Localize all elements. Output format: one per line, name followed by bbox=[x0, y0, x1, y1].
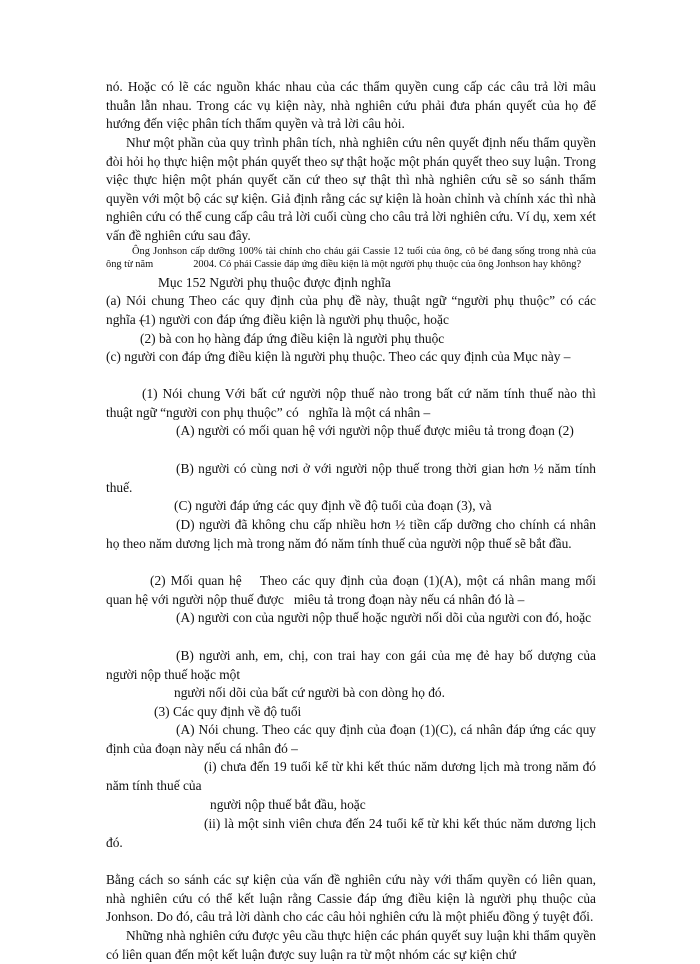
paragraph-analysis: Như một phần của quy trình phân tích, nhà nghiên cứu nên quyết định nếu thẩm quyền đòi hỏi họ thực hiện một phán quyết theo sự thật hoặc một phán quyết theo suy luận. Trong việc thực hiện một phán quyết căn cứ theo sự thật thì nhà nghiên cứu sẽ so sánh thẩm quyền với một bộ các sự kiện. Giả định rằng các sự kiện là hoàn chỉnh và chính xác thì nhà nghiên cứu có thể cung cấp câu trả lời cuối cùng cho câu trả lời nghiên cứu. Ví dụ, xem xét vấn đề nghiên cứu sau đây. bbox=[106, 135, 596, 243]
statute-c: (c) người con đáp ứng điều kiện là người phụ thuộc. Theo các quy định của Mục này – bbox=[106, 349, 571, 364]
statute-c3Ai: (i) chưa đến 19 tuổi kể từ khi kết thúc năm dương lịch mà trong năm đó năm tính thuế của bbox=[106, 759, 596, 793]
paragraph-conclusion: Bằng cách so sánh các sự kiện của vấn đề nghiên cứu này với thẩm quyền có liên quan, nhà nghiên cứu có thể kết luận rằng Cassie đáp ứng điều kiện là người phụ thuộc của Jonhson. Do đó, câu trả lời dành cho các câu hỏi nghiên cứu là một phiếu đồng ý tuyệt đối. bbox=[106, 872, 596, 925]
statute-c2 bbox=[106, 572, 596, 609]
statute-c1D: (D) người đã không chu cấp nhiều hơn ½ tiền cấp dưỡng cho chính cá nhân họ theo năm dương lịch mà trong năm đó năm tính thuế của người nộp thuế sẽ bắt đầu. bbox=[106, 517, 596, 551]
example-text-part2: 2004. Có phải Cassie đáp ứng điều kiện là một người phụ thuộc của ông Jonhson hay không? bbox=[193, 258, 582, 270]
statute-c3Aii: (ii) là một sinh viên chưa đến 24 tuổi kể từ khi kết thúc năm dương lịch đó. bbox=[106, 816, 596, 850]
statute-c1 bbox=[106, 385, 596, 422]
statute-c1A: (A) người có mối quan hệ với người nộp thuế được miêu tả trong đoạn (2) bbox=[176, 423, 574, 438]
statute-c2-title: (2) Mối quan hệ bbox=[150, 573, 242, 588]
statute-c1-text-part2: nghĩa là một cá nhân – bbox=[308, 404, 431, 420]
example-text-part1: Ông Jonhson cấp dưỡng 100% tài chính cho cháu gái Cassie 12 tuổi của ông, cô bé đang sống trong nhà của ông từ năm bbox=[106, 246, 596, 270]
statute-a: (a) Nói chung Theo các quy định của phụ đề này, thuật ngữ “người phụ thuộc” có các nghĩa – bbox=[106, 293, 596, 327]
statute-c3A: (A) Nói chung. Theo các quy định của đoạn (1)(C), cá nhân đáp ứng các quy định của đoạn này nếu cá nhân đó – bbox=[106, 722, 596, 756]
statute-c1-text-part1: (1) Nói chung Với bất cứ người nộp thuế nào trong bất cứ năm tính thuế nào thì thuật ngữ “người con phụ thuộc” có bbox=[106, 386, 596, 420]
statute-c3Ai-continued: người nộp thuế bắt đầu, hoặc bbox=[210, 797, 366, 812]
statute-c1B: (B) người có cùng nơi ở với người nộp thuế trong thời gian hơn ½ năm tính thuế. bbox=[106, 461, 596, 495]
example-problem bbox=[106, 246, 596, 271]
statute-c2-text-part1: Theo các quy định của đoạn (1)(A), một cá nhân mang mối quan hệ với người nộp thuế được bbox=[106, 573, 596, 607]
statute-a1: (1) người con đáp ứng điều kiện là người phụ thuộc, hoặc bbox=[140, 312, 449, 327]
paragraph-intro: nó. Hoặc có lẽ các nguồn khác nhau của các thẩm quyền cung cấp các câu trả lời mâu thuẫn lẫn nhau. Trong các vụ kiện này, nhà nghiên cứu phải đưa phán quyết của họ để hướng đến việc phân tích thẩm quyền và trả lời câu hỏi. bbox=[106, 79, 596, 132]
statute-c2A: (A) người con của người nộp thuế hoặc người nối dõi của người con đó, hoặc bbox=[176, 610, 592, 625]
paragraph-inference: Những nhà nghiên cứu được yêu cầu thực hiện các phán quyết suy luận khi thẩm quyền có liên quan đến một kết luận được suy luận ra từ một nhóm các sự kiện chứ bbox=[106, 928, 596, 962]
statute-c3: (3) Các quy định về độ tuổi bbox=[154, 704, 302, 719]
statute-heading: Mục 152 Người phụ thuộc được định nghĩa bbox=[158, 275, 391, 290]
statute-c2B-continued: người nối dõi của bất cứ người bà con dòng họ đó. bbox=[174, 685, 445, 700]
statute-c2B: (B) người anh, em, chị, con trai hay con gái của mẹ đẻ hay bố dượng của người nộp thuế hoặc một bbox=[106, 648, 596, 682]
statute-a2: (2) bà con họ hàng đáp ứng điều kiện là người phụ thuộc bbox=[140, 331, 445, 346]
statute-c1C: (C) người đáp ứng các quy định về độ tuổi của đoạn (3), và bbox=[174, 498, 492, 513]
statute-c2-text-part2: miêu tả trong đoạn này nếu cá nhân đó là – bbox=[293, 591, 525, 607]
